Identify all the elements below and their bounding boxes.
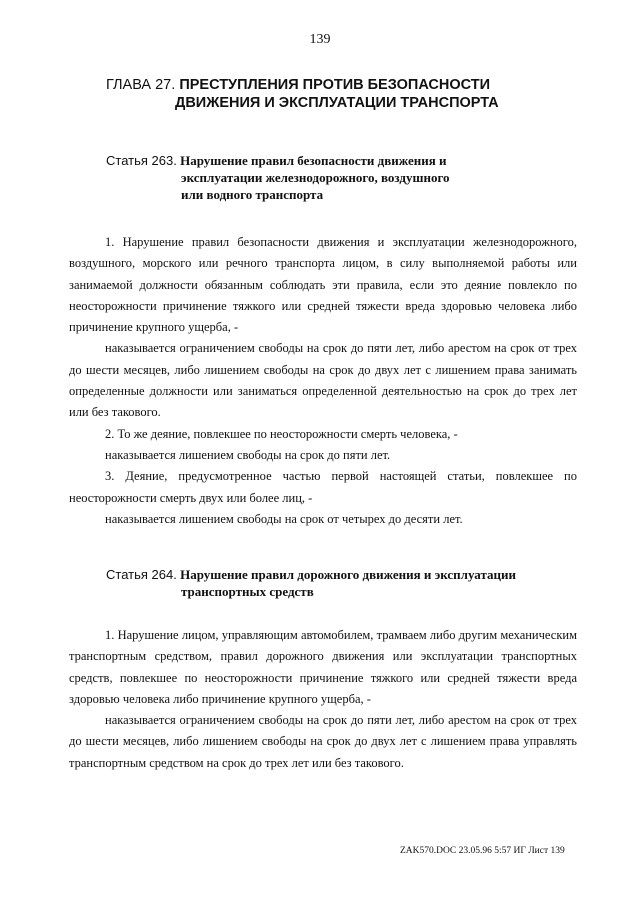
article-263-paragraph-3: 2. То же деяние, повлекшее по неосторожности смерть человека, - [105,426,458,441]
article-264-title-line2: транспортных средств [181,584,314,599]
chapter-heading [106,76,566,112]
article-264-heading [106,566,586,600]
document-footer: ZAK570.DOC 23.05.96 5:57 ИГ Лист 139 [400,846,565,856]
article-263-title-line2: эксплуатации железнодорожного, воздушного [181,170,450,185]
article-263-paragraph-1: 1. Нарушение правил безопасности движения и эксплуатации железнодорожного, воздушного, морского или речного транспорта лицом, в силу выполняемой работы или занимаемой должности обязанным соблюдать эти правила, если это деяние повлекло по неосторожности причинение тяжкого или средней тяжести вреда здоровью человека либо причинение крупного ущерба, - [69,235,577,335]
article-263-body [69,232,577,530]
article-263-title-line1: Нарушение правил безопасности движения и [180,153,447,168]
article-263-paragraph-2: наказывается ограничением свободы на срок до пяти лет, либо арестом на срок от трех до шести месяцев, либо лишением свободы на срок до двух лет с лишением права занимать определенные должности или заниматься определенной деятельностью на срок до трех лет или без такового. [69,341,577,420]
chapter-title-line1: ПРЕСТУПЛЕНИЯ ПРОТИВ БЕЗОПАСНОСТИ [179,77,491,93]
article-263-title-line3: или водного транспорта [181,187,324,202]
article-263-paragraph-5: 3. Деяние, предусмотренное частью первой настоящей статьи, повлекшее по неосторожности смерть двух или более лиц, - [69,469,577,505]
article-263-prefix: Статья 263. [106,153,177,168]
chapter-title-line2: ДВИЖЕНИЯ И ЭКСПЛУАТАЦИИ ТРАНСПОРТА [175,95,499,111]
article-264-paragraph-2: наказывается ограничением свободы на срок до пяти лет, либо арестом на срок от трех до шести месяцев, либо лишением свободы на срок до двух лет с лишением права управлять транспортным средством на срок до трех лет или без такового. [69,713,577,770]
article-264-title-line1: Нарушение правил дорожного движения и эксплуатации [180,567,516,582]
article-263-paragraph-4: наказывается лишением свободы на срок до пяти лет. [105,447,391,462]
article-264-prefix: Статья 264. [106,567,177,582]
page-number: 139 [309,32,331,47]
article-264-paragraph-1: 1. Нарушение лицом, управляющим автомобилем, трамваем либо другим механическим транспортным средством, правил дорожного движения или эксплуатации транспортных средств, повлекшее по неосторожности причинение тяжкого или средней тяжести вреда здоровью человека либо причинение крупного ущерба, - [69,628,577,706]
chapter-prefix: ГЛАВА 27. [106,77,176,93]
article-263-heading [106,152,586,203]
article-264-body [69,625,577,774]
article-263-paragraph-6: наказывается лишением свободы на срок от четырех до десяти лет. [105,511,463,526]
